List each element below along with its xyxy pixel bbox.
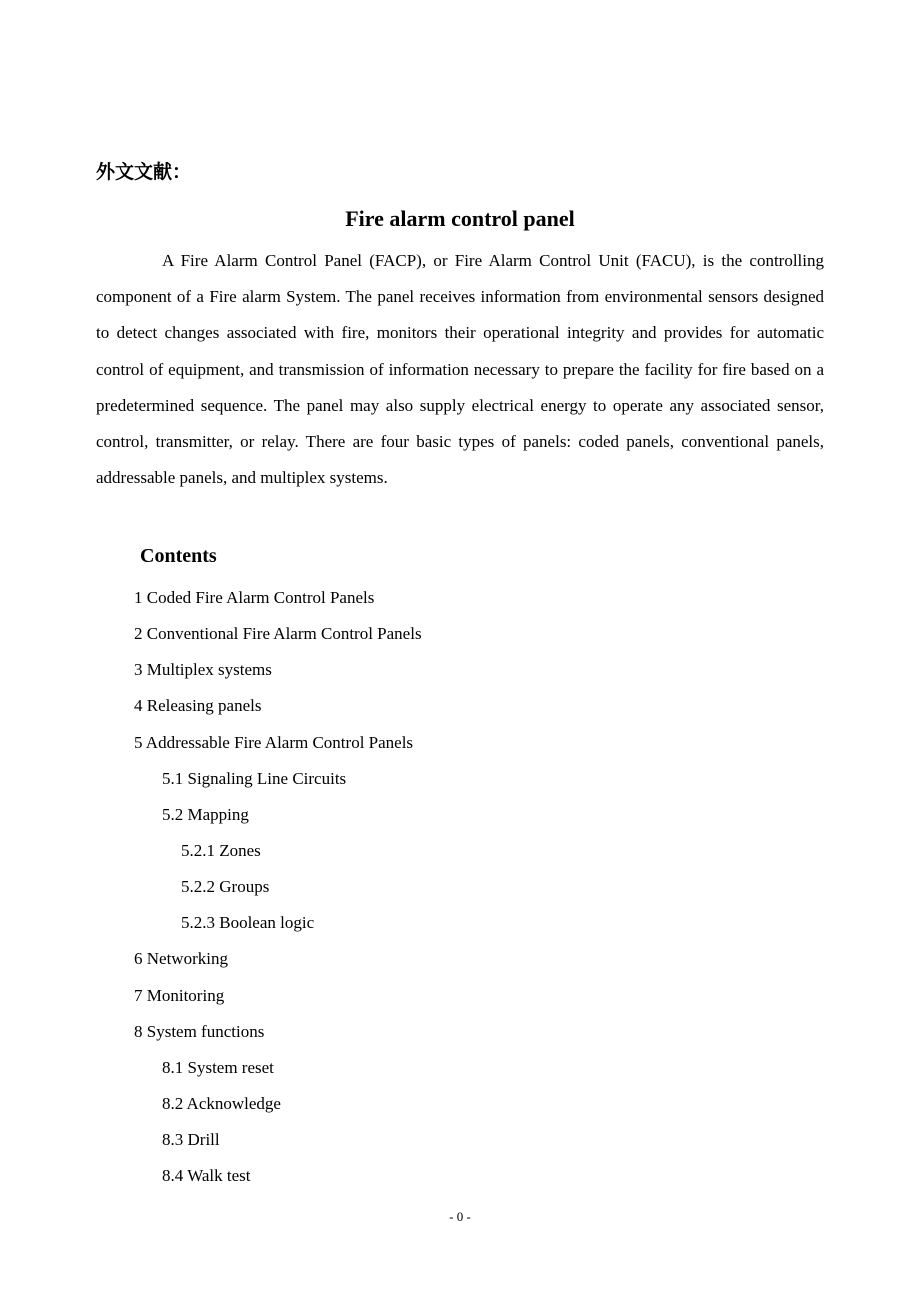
toc-item: 5 Addressable Fire Alarm Control Panels xyxy=(134,732,414,752)
toc-item: 8.4 Walk test xyxy=(162,1166,251,1186)
page-number: - 0 - xyxy=(449,1209,471,1224)
document-title: Fire alarm control panel xyxy=(345,206,575,231)
section-label: 外文文献： xyxy=(96,161,192,183)
table-of-contents xyxy=(0,580,920,1194)
toc-item: 8 System functions xyxy=(134,1021,265,1041)
toc-item: 2 Conventional Fire Alarm Control Panels xyxy=(134,624,422,644)
intro-paragraph: A Fire Alarm Control Panel (FACP), or Fire Alarm Control Unit (FACU), is the controlling component of a Fire alarm System. The panel receives information from environmental sensors designed to detect changes associated with fire, monitors their operational integrity and provides for automatic control of equipment, and transmission of information necessary to prepare the facility for fire based on a predetermined sequence. The panel may also supply electrical energy to operate any associated sensor, control, transmitter, or relay. There are four basic types of panels: coded panels, conventional panels, addressable panels, and multiplex systems. xyxy=(96,251,824,488)
toc-item: 3 Multiplex systems xyxy=(134,660,272,680)
toc-item: 8.2 Acknowledge xyxy=(162,1093,281,1113)
toc-item: 8.3 Drill xyxy=(162,1130,220,1150)
toc-item: 7 Monitoring xyxy=(134,985,225,1005)
toc-item: 4 Releasing panels xyxy=(134,696,262,716)
toc-item: 5.2 Mapping xyxy=(162,804,249,824)
toc-item: 5.1 Signaling Line Circuits xyxy=(162,768,347,788)
toc-item: 5.2.2 Groups xyxy=(181,877,270,897)
toc-item: 5.2.1 Zones xyxy=(181,840,261,860)
contents-heading: Contents xyxy=(140,545,217,567)
toc-item: 8.1 System reset xyxy=(162,1057,274,1077)
toc-item: 6 Networking xyxy=(134,949,228,969)
toc-item: 5.2.3 Boolean logic xyxy=(181,913,315,933)
toc-item: 1 Coded Fire Alarm Control Panels xyxy=(134,588,375,607)
